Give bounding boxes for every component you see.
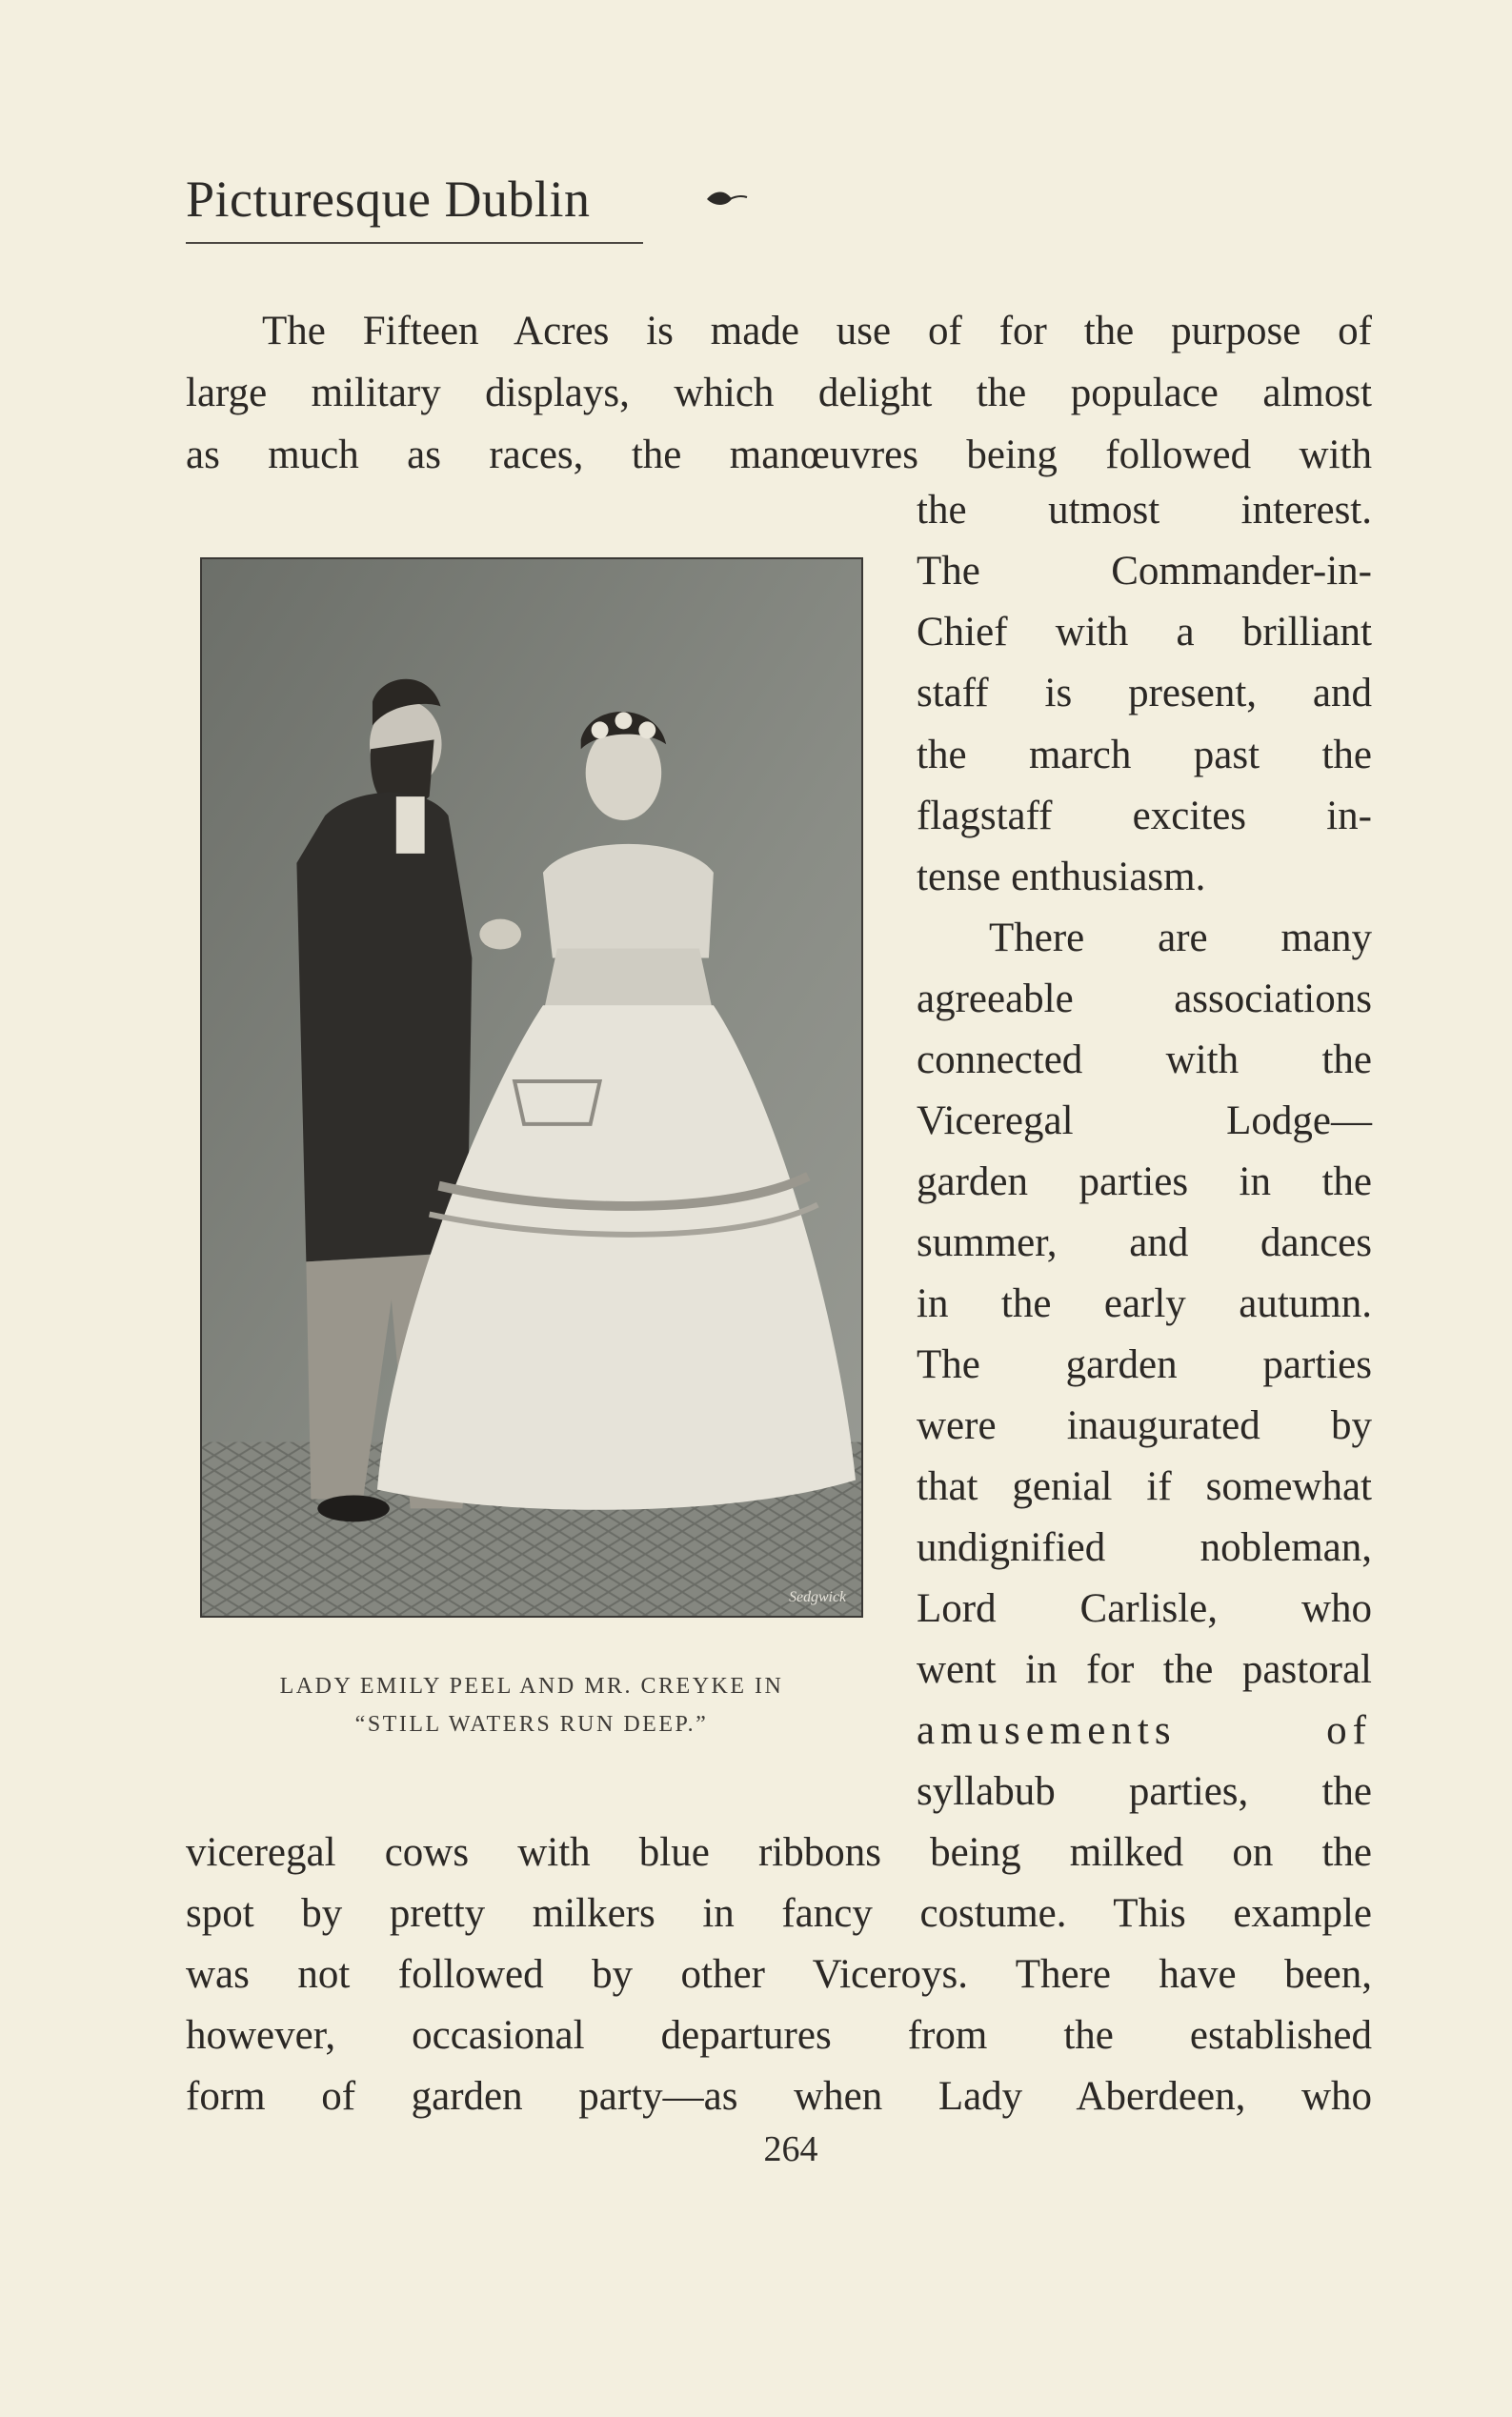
text-line: large military displays, which delight the populace almost bbox=[186, 371, 1372, 415]
text-line: the march past the bbox=[917, 733, 1372, 777]
text-line: There are many bbox=[989, 916, 1372, 960]
leaf-ornament-icon bbox=[705, 189, 749, 210]
text-line: The garden parties bbox=[917, 1342, 1372, 1387]
text-line: summer, and dances bbox=[917, 1220, 1372, 1265]
text-line: viceregal cows with blue ribbons being milked on the bbox=[186, 1830, 1372, 1875]
running-head-rule bbox=[186, 242, 643, 244]
plate-caption-line-1: LADY EMILY PEEL AND MR. CREYKE IN bbox=[279, 1674, 784, 1699]
text-line: form of garden party—as when Lady Aberdeen, who bbox=[186, 2074, 1372, 2119]
text-line: tense enthusiasm. bbox=[917, 855, 1206, 899]
text-line: as much as races, the manœuvres being followed with bbox=[186, 433, 1372, 477]
text-line: Lord Carlisle, who bbox=[917, 1586, 1372, 1631]
text-line: were inaugurated by bbox=[917, 1403, 1372, 1448]
text-line: garden parties in the bbox=[917, 1159, 1372, 1204]
text-line: amusements of bbox=[917, 1708, 1372, 1753]
text-line: syllabub parties, the bbox=[917, 1769, 1372, 1814]
photograph-plate bbox=[200, 557, 863, 1618]
text-line: that genial if somewhat bbox=[917, 1464, 1372, 1509]
text-line: agreeable associations bbox=[917, 977, 1372, 1021]
text-line: in the early autumn. bbox=[917, 1281, 1372, 1326]
running-head: Picturesque Dublin bbox=[186, 171, 591, 228]
text-line: went in for the pastoral bbox=[917, 1647, 1372, 1692]
text-line: was not followed by other Viceroys. There have been, bbox=[186, 1952, 1372, 1997]
portrait-illustration bbox=[202, 559, 861, 1616]
text-line: undignified nobleman, bbox=[917, 1525, 1372, 1570]
text-line: the utmost interest. bbox=[917, 488, 1372, 533]
text-line: The Commander-in- bbox=[917, 549, 1372, 594]
text-line: The Fifteen Acres is made use of for the purpose of bbox=[262, 309, 1372, 353]
text-line: spot by pretty milkers in fancy costume. This example bbox=[186, 1891, 1372, 1936]
text-line: however, occasional departures from the established bbox=[186, 2013, 1372, 2058]
text-line: connected with the bbox=[917, 1037, 1372, 1082]
text-line: Viceregal Lodge— bbox=[917, 1098, 1372, 1143]
svg-text:Sedgwick: Sedgwick bbox=[789, 1589, 847, 1606]
text-line: staff is present, and bbox=[917, 671, 1372, 715]
page-number: 264 bbox=[763, 2129, 818, 2169]
text-line: flagstaff excites in- bbox=[917, 794, 1372, 838]
plate-caption-line-2: “STILL WATERS RUN DEEP.” bbox=[354, 1712, 709, 1737]
text-line: Chief with a brilliant bbox=[917, 610, 1372, 655]
